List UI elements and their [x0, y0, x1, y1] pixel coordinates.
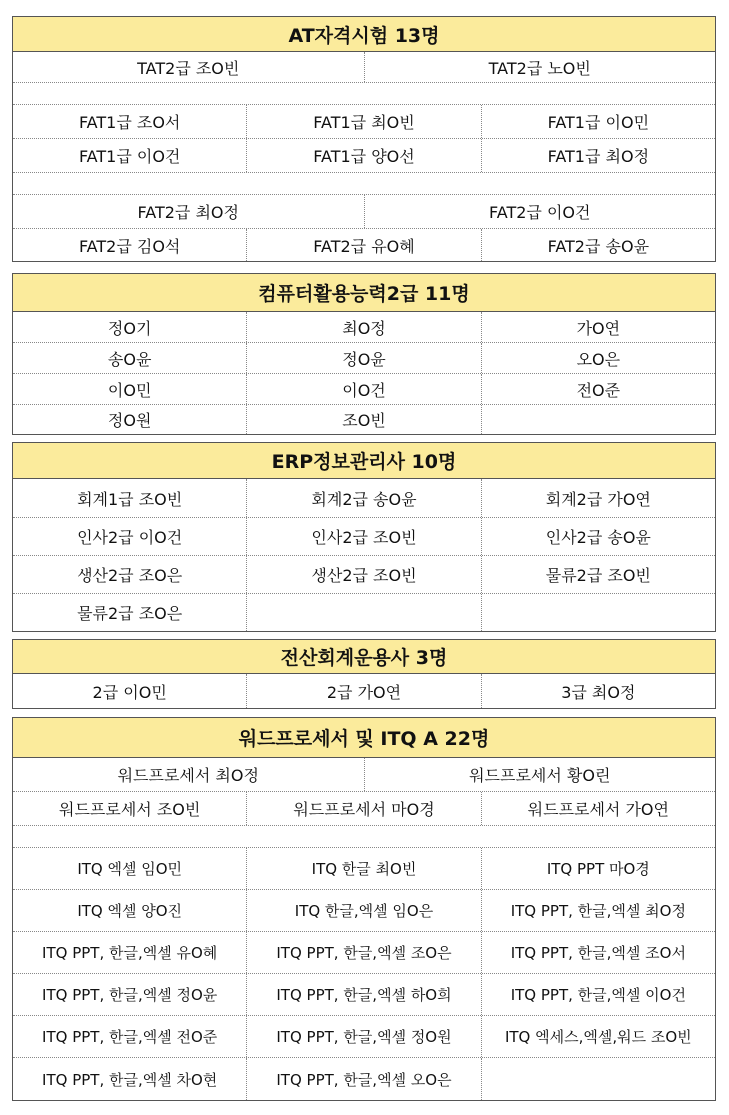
table-cell: ITQ PPT, 한글,엑셀 차O현 [42, 1070, 218, 1089]
table-row [13, 1057, 715, 1100]
table-row [13, 373, 715, 404]
table-row [13, 593, 715, 631]
table-cell: 오O은 [481, 343, 715, 373]
table-cell: 인사2급 이O건 [77, 528, 183, 547]
table-row [13, 104, 715, 138]
table-row [13, 758, 715, 791]
table-cell: ITQ PPT, 한글,엑셀 조O은 [246, 932, 480, 973]
table-cell: ITQ PPT, 한글,엑셀 유O혜 [42, 944, 218, 962]
table-cell: 3급 최O정 [481, 674, 715, 708]
table-cell: 2급 이O민 [92, 682, 167, 702]
table-cell: 생산2급 조O은 [77, 566, 183, 585]
table-cell: 생산2급 조O빈 [246, 556, 480, 593]
table-cell: ITQ PPT, 한글,엑셀 최O정 [481, 890, 715, 931]
table-cell: ITQ 한글 최O빈 [246, 848, 480, 889]
empty-cell [481, 405, 715, 434]
table-row [13, 889, 715, 931]
table-cell: ITQ PPT, 한글,엑셀 조O서 [481, 932, 715, 973]
table-cell: 워드프로세서 황O린 [364, 758, 716, 791]
table-row [13, 194, 715, 228]
table-cell: 워드프로세서 조O빈 [59, 800, 201, 819]
table-row [13, 228, 715, 261]
table-cell: 가O연 [481, 312, 715, 342]
section-1 [12, 16, 716, 262]
table-cell: ITQ 엑셀 임O민 [77, 860, 183, 878]
table-cell: 워드프로세서 마O경 [246, 792, 480, 825]
table-row [13, 517, 715, 555]
table-cell: 조O빈 [246, 405, 480, 434]
table-cell: ITQ 엑셀 양O진 [77, 902, 183, 920]
table-cell: FAT1급 최O빈 [246, 105, 480, 138]
table-cell: ITQ 엑세스,엑셀,워드 조O빈 [481, 1016, 715, 1057]
table-cell: TAT2급 노O빈 [364, 52, 716, 82]
table-cell: 정O원 [107, 411, 152, 430]
table-cell: ITQ PPT 마O경 [481, 848, 715, 889]
table-cell: ITQ PPT, 한글,엑셀 하O희 [246, 974, 480, 1015]
table-row [13, 674, 715, 708]
table-row [13, 342, 715, 373]
table-cell: TAT2급 조O빈 [137, 58, 240, 78]
empty-cell [246, 594, 480, 631]
section-title: 워드프로세서 및 ITQ A 22명 [13, 718, 715, 758]
table-row [13, 312, 715, 342]
empty-cell [481, 1058, 715, 1100]
table-cell: ITQ PPT, 한글,엑셀 정O윤 [42, 986, 218, 1004]
section-3 [12, 442, 716, 632]
table-cell: 물류2급 조O빈 [481, 556, 715, 593]
table-cell: 회계1급 조O빈 [77, 489, 183, 509]
table-cell: 물류2급 조O은 [77, 604, 183, 623]
table-cell: 송O윤 [107, 349, 152, 369]
table-cell: FAT2급 송O윤 [481, 229, 715, 261]
table-cell: 워드프로세서 최O정 [117, 766, 259, 785]
table-cell: FAT2급 이O건 [364, 195, 716, 228]
table-cell: 인사2급 조O빈 [246, 518, 480, 555]
table-cell: 이O민 [107, 380, 152, 400]
table-cell: FAT2급 김O석 [78, 236, 181, 256]
table-row [13, 847, 715, 889]
blank-row [13, 172, 715, 194]
table-row [13, 791, 715, 825]
table-cell: ITQ PPT, 한글,엑셀 오O은 [246, 1058, 480, 1100]
table-cell: 최O정 [246, 312, 480, 342]
table-cell: ITQ 한글,엑셀 임O은 [246, 890, 480, 931]
table-cell: 정O윤 [246, 343, 480, 373]
table-row [13, 52, 715, 82]
section-2 [12, 273, 716, 435]
table-cell: FAT2급 유O혜 [246, 229, 480, 261]
table-cell: ITQ PPT, 한글,엑셀 전O준 [42, 1028, 218, 1046]
section-5 [12, 717, 716, 1101]
table-cell: 인사2급 송O윤 [481, 518, 715, 555]
table-row [13, 138, 715, 172]
table-row [13, 1015, 715, 1057]
table-cell: 이O건 [246, 374, 480, 404]
table-cell: 2급 가O연 [246, 674, 480, 708]
table-cell: FAT1급 양O선 [246, 139, 480, 172]
table-row [13, 479, 715, 517]
table-cell: FAT1급 이O건 [78, 147, 181, 166]
table-cell: 전O준 [481, 374, 715, 404]
table-cell: 회계2급 송O윤 [246, 479, 480, 517]
blank-row [13, 82, 715, 104]
table-row [13, 404, 715, 434]
section-4 [12, 639, 716, 709]
table-cell: ITQ PPT, 한글,엑셀 이O건 [481, 974, 715, 1015]
table-row [13, 973, 715, 1015]
table-cell: FAT2급 최O정 [137, 203, 239, 222]
table-cell: ITQ PPT, 한글,엑셀 정O원 [246, 1016, 480, 1057]
table-cell: 회계2급 가O연 [481, 479, 715, 517]
section-title: AT자격시험 13명 [13, 17, 715, 52]
blank-row [13, 825, 715, 847]
section-title: 전산회계운용사 3명 [13, 640, 715, 674]
table-row [13, 555, 715, 593]
table-cell: 정O기 [107, 318, 152, 338]
table-cell: FAT1급 조O서 [78, 113, 181, 132]
table-cell: 워드프로세서 가O연 [481, 792, 715, 825]
empty-cell [481, 594, 715, 631]
section-title: ERP정보관리사 10명 [13, 443, 715, 479]
table-row [13, 931, 715, 973]
section-title: 컴퓨터활용능력2급 11명 [13, 274, 715, 312]
table-cell: FAT1급 이O민 [481, 105, 715, 138]
table-cell: FAT1급 최O정 [481, 139, 715, 172]
